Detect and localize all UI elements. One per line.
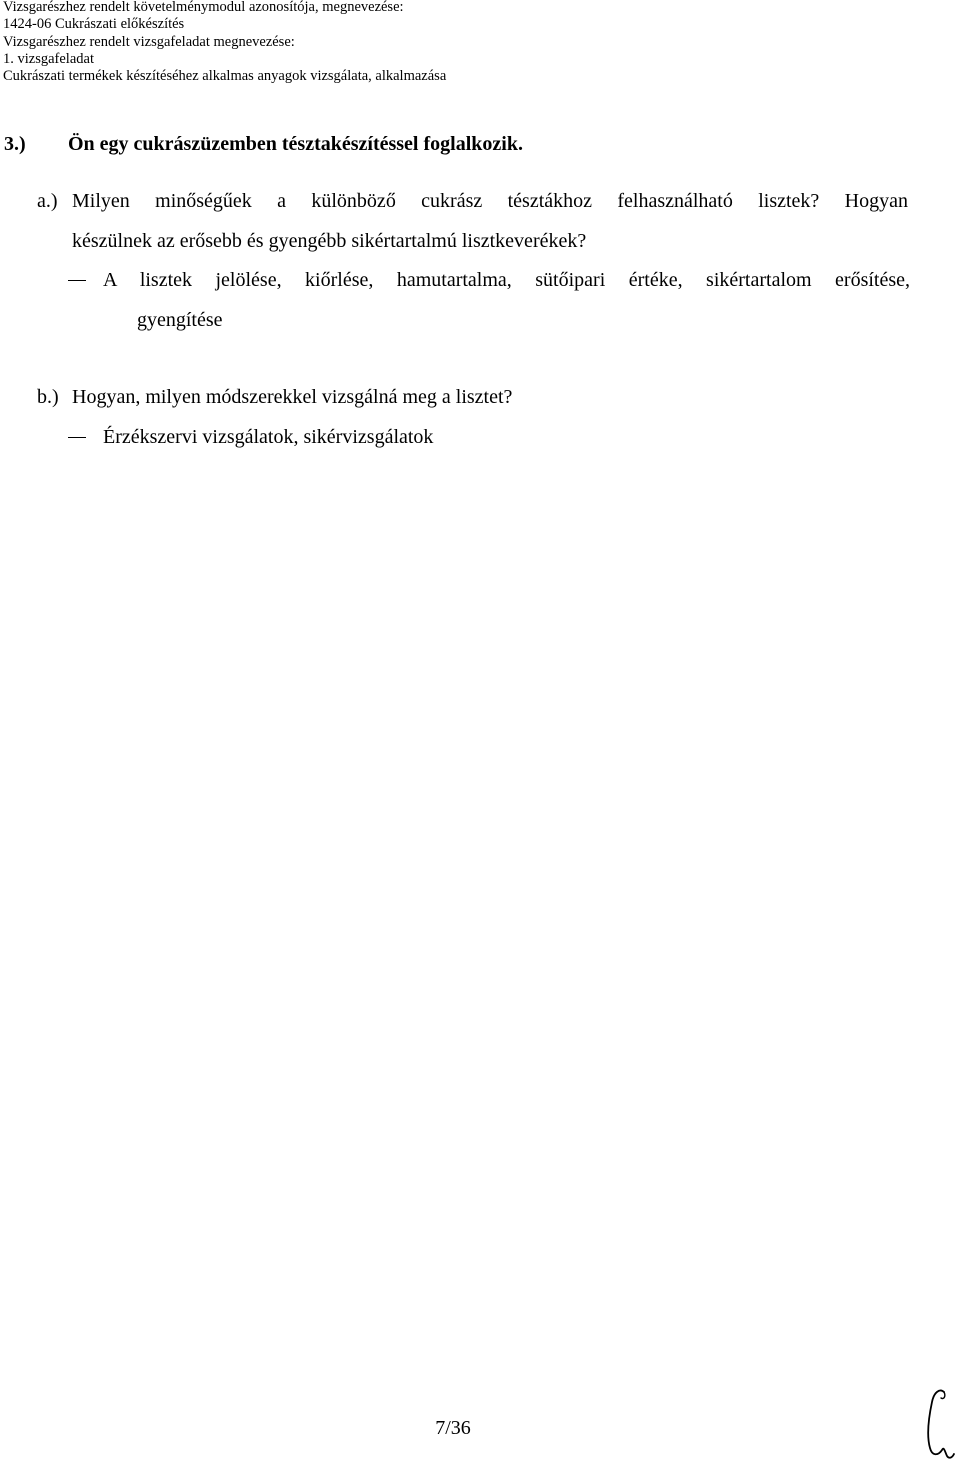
question-a-line2: készülnek az erősebb és gyengébb sikértartalmú lisztkeverékek? xyxy=(72,230,587,252)
header-module-label: Vizsgarészhez rendelt követelménymodul azonosítója, megnevezése: xyxy=(3,0,404,15)
question-a-label: a.) xyxy=(37,190,58,212)
answer-b-bullet xyxy=(68,437,86,438)
header-task-label: Vizsgarészhez rendelt vizsgafeladat megnevezése: xyxy=(3,34,295,50)
signature-mark xyxy=(918,1386,958,1461)
answer-a-line2: gyengítése xyxy=(137,309,223,331)
answer-a-line1: A lisztek jelölése, kiőrlése, hamutartalma, sütőipari értéke, sikértartalom erősítése, xyxy=(103,269,910,291)
question-a-line1: Milyen minőségűek a különböző cukrász tésztákhoz felhasználható lisztek? Hogyan xyxy=(72,190,908,212)
answer-a-bullet xyxy=(68,280,86,281)
page-number: 7/36 xyxy=(435,1417,471,1439)
task-heading xyxy=(4,133,523,156)
task-number: 3.) xyxy=(4,133,26,155)
task-title: Ön egy cukrászüzemben tésztakészítéssel foglalkozik. xyxy=(68,133,523,155)
header-module-name: 1424-06 Cukrászati előkészítés xyxy=(3,16,185,32)
header-task-number: 1. vizsgafeladat xyxy=(3,51,94,67)
answer-b-line1: Érzékszervi vizsgálatok, sikérvizsgálatok xyxy=(103,426,434,448)
question-b-line1: Hogyan, milyen módszerekkel vizsgálná meg a lisztet? xyxy=(72,386,513,408)
header-task-name: Cukrászati termékek készítéséhez alkalmas anyagok vizsgálata, alkalmazása xyxy=(3,68,447,84)
question-b-label: b.) xyxy=(37,386,59,408)
